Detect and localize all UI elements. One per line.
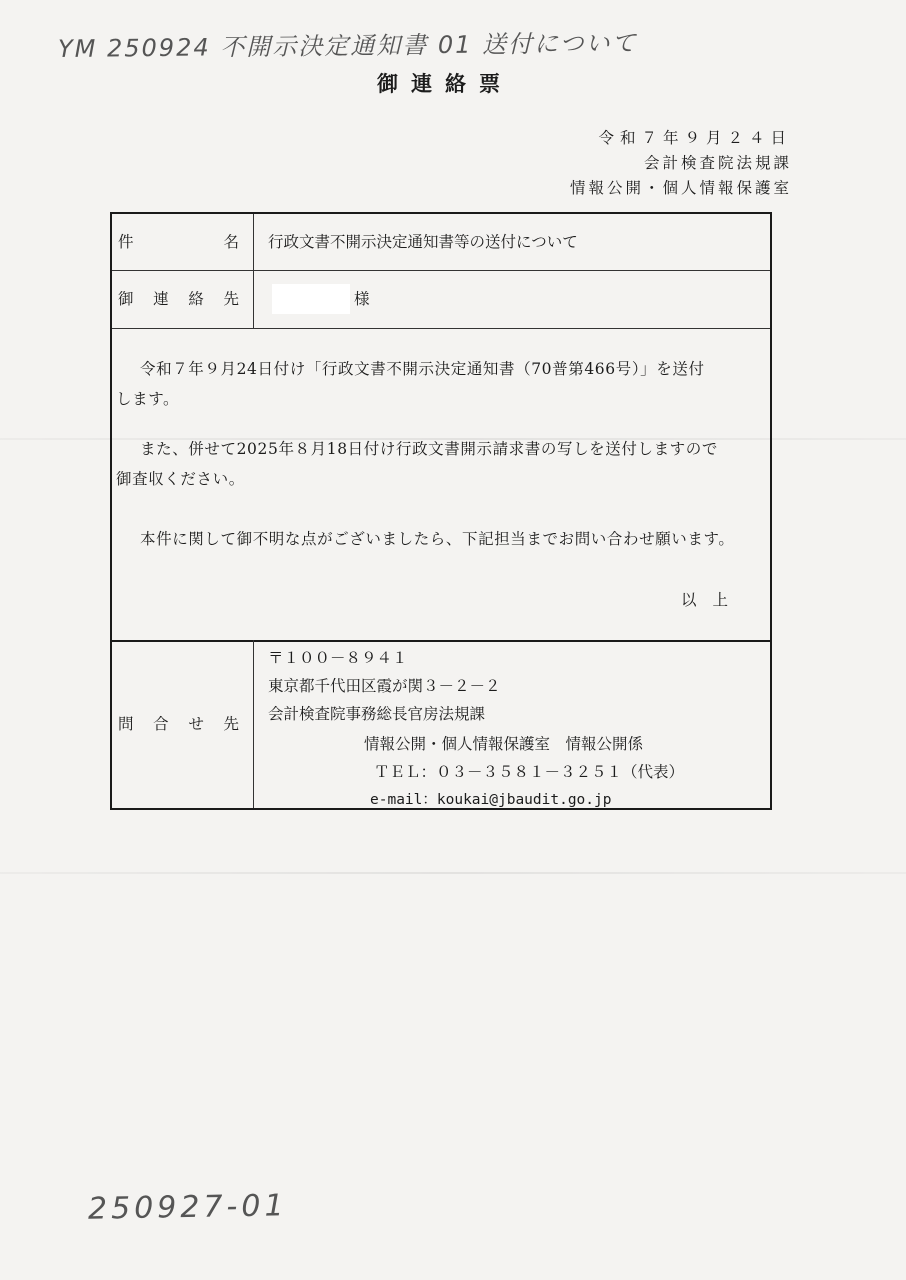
contact-organization: 会計検査院事務総長官房法規課 [268, 705, 486, 723]
handwritten-note-top: YM 250924 不開示決定通知書 01 送付について [57, 28, 638, 64]
paragraph-2: また、併せて2025年８月18日付け行政文書開示請求書の写しを送付しますので 御査収ください。 [116, 440, 718, 488]
sender-department: 情報公開・個人情報保護室 [569, 179, 792, 197]
recipient-row [112, 270, 770, 329]
recipient-honorific: 様 [354, 290, 370, 308]
contact-postal-code: 〒１００－８９４１ [268, 649, 408, 667]
contact-email[interactable]: e-mail：koukai@jbaudit.go.jp [370, 792, 612, 808]
contact-form-table [110, 212, 772, 810]
document-title: 御連絡票 [377, 72, 513, 96]
subject-row [112, 214, 770, 271]
label-char: 御 [118, 290, 134, 308]
paragraph-1: 令和７年９月24日付け「行政文書不開示決定通知書（70普第466号）」を送付 します。 [116, 360, 705, 408]
label-char: せ [188, 715, 204, 733]
label-char: 先 [223, 290, 239, 308]
label-char: 先 [223, 715, 239, 733]
contact-section: 情報公開・個人情報保護室 情報公開係 [364, 735, 644, 753]
paper-fold-line [0, 872, 906, 874]
handwritten-note-bottom: 250927-01 [87, 1188, 288, 1227]
subject-label [112, 214, 254, 270]
contact-label [112, 640, 254, 808]
label-char: 名 [223, 233, 239, 251]
label-char: 問 [118, 715, 134, 733]
label-char: 合 [153, 715, 169, 733]
closing-mark: 以上 [680, 591, 744, 609]
subject-value: 行政文書不開示決定通知書等の送付について [268, 233, 578, 251]
sender-organization: 会計検査院法規課 [643, 154, 792, 172]
message-body [112, 328, 770, 642]
label-char: 件 [118, 233, 134, 251]
label-char: 絡 [188, 290, 204, 308]
paragraph-3: 本件に関して御不明な点がございましたら、下記担当までお問い合わせ願います。 [140, 530, 735, 548]
redacted-recipient-name [272, 284, 350, 314]
contact-address: 東京都千代田区霞が関３－２－２ [268, 677, 501, 695]
contact-telephone: ＴＥＬ：０３－３５８１－３２５１（代表） [374, 763, 685, 781]
document-date: 令和７年９月２４日 [598, 129, 792, 147]
label-char: 連 [153, 290, 169, 308]
recipient-label [112, 270, 254, 328]
